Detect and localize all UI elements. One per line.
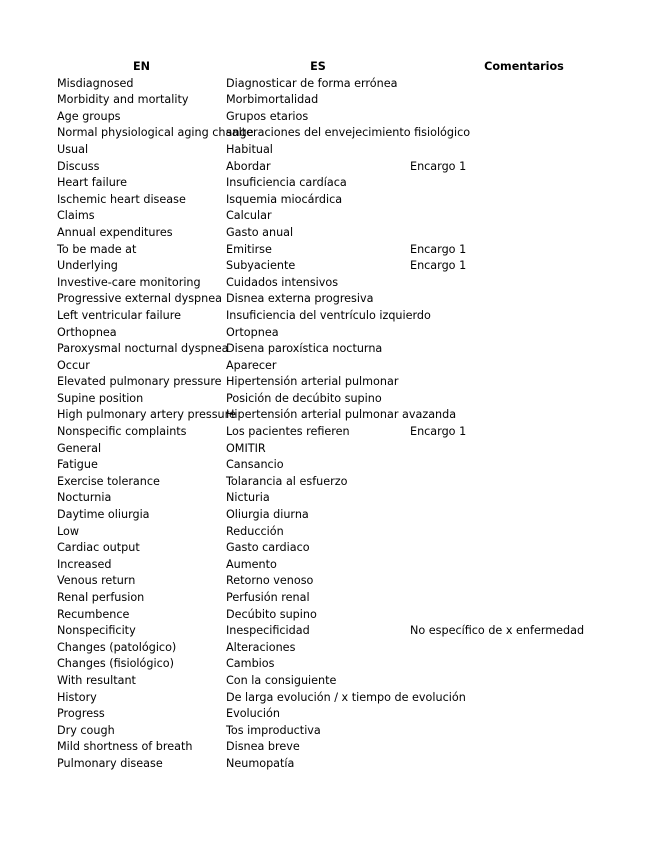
- term-en: With resultant: [57, 673, 136, 687]
- term-es: Habitual: [226, 142, 273, 156]
- comment: Encargo 1: [410, 159, 467, 173]
- term-en: Nonspecificity: [57, 624, 136, 638]
- term-es: Disena paroxística nocturna: [226, 342, 383, 356]
- term-es: Alteraciones: [226, 640, 296, 654]
- term-en: Nocturnia: [57, 491, 112, 505]
- term-en: Elevated pulmonary pressure: [57, 375, 222, 389]
- term-es: Isquemia miocárdica: [226, 192, 343, 206]
- term-es: Reducción: [226, 524, 284, 538]
- term-en: Paroxysmal nocturnal dyspnea: [57, 342, 229, 356]
- comment: Encargo 1: [410, 259, 467, 273]
- table-row: [57, 623, 647, 640]
- term-en: Supine position: [57, 391, 144, 405]
- table-row: [57, 590, 647, 607]
- term-es: Grupos etarios: [226, 109, 309, 123]
- term-es: Hipertensión arterial pulmonar avazanda: [226, 408, 457, 422]
- term-es: Cansancio: [226, 458, 284, 472]
- table-row: [57, 507, 647, 524]
- term-es: Inespecificidad: [226, 624, 310, 638]
- table-row: [57, 325, 647, 342]
- term-es: Decúbito supino: [226, 607, 317, 621]
- term-es: Posición de decúbito supino: [226, 391, 382, 405]
- table-row: [57, 341, 647, 358]
- term-en: Exercise tolerance: [57, 474, 160, 488]
- term-es: Ortopnea: [226, 325, 279, 339]
- table-row: [57, 142, 647, 159]
- table-row: [57, 76, 647, 93]
- term-en: General: [57, 441, 102, 455]
- term-es: Aparecer: [226, 358, 277, 372]
- term-en: Progressive external dyspnea: [57, 292, 222, 306]
- term-es: Cuidados intensivos: [226, 275, 339, 289]
- table-row: [57, 524, 647, 541]
- term-es: Retorno venoso: [226, 574, 314, 588]
- term-es: Morbimortalidad: [226, 93, 319, 107]
- term-es: Perfusión renal: [226, 591, 310, 604]
- table-row: [57, 474, 647, 491]
- term-es: Aumento: [226, 557, 277, 571]
- term-es: salteraciones del envejecimiento fisiológico: [226, 126, 471, 140]
- table-row: [57, 457, 647, 474]
- term-es: Evolución: [226, 707, 280, 721]
- header-es: ES: [310, 60, 326, 73]
- term-es: Cambios: [226, 657, 275, 671]
- glossary-rows: [57, 76, 647, 773]
- term-en: Low: [57, 524, 80, 538]
- comment: Encargo 1: [410, 242, 467, 256]
- term-en: Nonspecific complaints: [57, 425, 187, 439]
- term-en: Claims: [57, 209, 95, 223]
- table-row: [57, 291, 647, 308]
- term-es: Gasto anual: [226, 225, 294, 239]
- table-row: [57, 706, 647, 723]
- glossary-sheet: [57, 59, 647, 773]
- term-es: Calcular: [226, 209, 272, 223]
- table-row: [57, 656, 647, 673]
- header-comentarios: Comentarios: [484, 60, 564, 73]
- table-row: [57, 607, 647, 624]
- term-en: Orthopnea: [57, 325, 117, 339]
- term-en: Progress: [57, 707, 105, 721]
- term-es: Subyaciente: [226, 259, 296, 273]
- term-en: Venous return: [57, 574, 136, 588]
- term-es: Insuficiencia del ventrículo izquierdo: [226, 308, 431, 322]
- term-en: Ischemic heart disease: [57, 192, 186, 206]
- term-es: Disnea breve: [226, 740, 300, 754]
- table-row: [57, 557, 647, 574]
- term-en: Annual expenditures: [57, 225, 173, 239]
- comment: Encargo 1: [410, 425, 467, 439]
- table-row: [57, 258, 647, 275]
- table-row: [57, 275, 647, 292]
- table-row: [57, 756, 647, 773]
- term-en: To be made at: [57, 242, 137, 256]
- table-row: [57, 640, 647, 657]
- term-es: Tolarancia al esfuerzo: [226, 474, 348, 488]
- term-en: Changes (patológico): [57, 640, 177, 654]
- term-en: Age groups: [57, 109, 121, 123]
- term-es: Diagnosticar de forma errónea: [226, 76, 398, 90]
- term-en: Left ventricular failure: [57, 308, 181, 322]
- comment: No específico de x enfermedad: [410, 624, 585, 638]
- table-row: [57, 208, 647, 225]
- table-row: [57, 540, 647, 557]
- table-row: [57, 490, 647, 507]
- table-row: [57, 159, 647, 176]
- table-row: [57, 407, 647, 424]
- table-row: [57, 690, 647, 707]
- term-es: Tos improductiva: [226, 723, 321, 737]
- term-es: Hipertensión arterial pulmonar: [226, 375, 399, 389]
- term-en: History: [57, 690, 97, 704]
- table-row: [57, 374, 647, 391]
- table-row: [57, 739, 647, 756]
- term-en: Recumbence: [57, 607, 130, 621]
- table-row: [57, 225, 647, 242]
- term-es: OMITIR: [226, 441, 266, 455]
- term-es: Con la consiguiente: [226, 673, 337, 687]
- header-en: EN: [132, 60, 150, 73]
- table-row: [57, 723, 647, 740]
- term-en: Misdiagnosed: [57, 76, 134, 90]
- term-es: De larga evolución / x tiempo de evolución: [226, 690, 466, 704]
- term-en: Fatigue: [57, 458, 98, 472]
- term-es: Emitirse: [226, 242, 272, 256]
- term-en: Cardiac output: [57, 541, 140, 555]
- term-en: Normal physiological aging change: [57, 126, 254, 140]
- term-es: Gasto cardiaco: [226, 541, 310, 555]
- table-row: [57, 192, 647, 209]
- term-en: Mild shortness of breath: [57, 740, 193, 754]
- term-es: Oliurgia diurna: [226, 508, 309, 522]
- term-en: Morbidity and mortality: [57, 93, 189, 107]
- term-en: Underlying: [57, 259, 118, 273]
- table-row: [57, 673, 647, 690]
- term-es: Disnea externa progresiva: [226, 292, 374, 306]
- term-en: Increased: [57, 557, 112, 571]
- term-es: Neumopatía: [226, 756, 295, 770]
- term-en: Renal perfusion: [57, 591, 145, 604]
- term-en: Changes (fisiológico): [57, 657, 174, 671]
- term-en: Usual: [57, 142, 89, 156]
- term-en: High pulmonary artery pressure: [57, 408, 236, 422]
- term-en: Heart failure: [57, 176, 128, 190]
- term-en: Pulmonary disease: [57, 756, 163, 770]
- term-es: Los pacientes refieren: [226, 425, 350, 439]
- table-row: [57, 358, 647, 375]
- header-row: [57, 59, 647, 76]
- term-en: Occur: [57, 358, 90, 372]
- term-es: Abordar: [226, 159, 271, 173]
- term-es: Nicturia: [226, 491, 270, 505]
- table-row: [57, 125, 647, 142]
- table-row: [57, 424, 647, 441]
- table-row: [57, 92, 647, 109]
- table-row: [57, 109, 647, 126]
- table-row: [57, 242, 647, 259]
- table-row: [57, 175, 647, 192]
- term-en: Dry cough: [57, 723, 115, 737]
- term-es: Insuficiencia cardíaca: [226, 176, 347, 190]
- table-row: [57, 441, 647, 458]
- table-row: [57, 391, 647, 408]
- table-row: [57, 573, 647, 590]
- table-row: [57, 308, 647, 325]
- term-en: Investive-care monitoring: [57, 275, 201, 289]
- term-en: Discuss: [57, 159, 100, 173]
- term-en: Daytime oliurgia: [57, 508, 150, 522]
